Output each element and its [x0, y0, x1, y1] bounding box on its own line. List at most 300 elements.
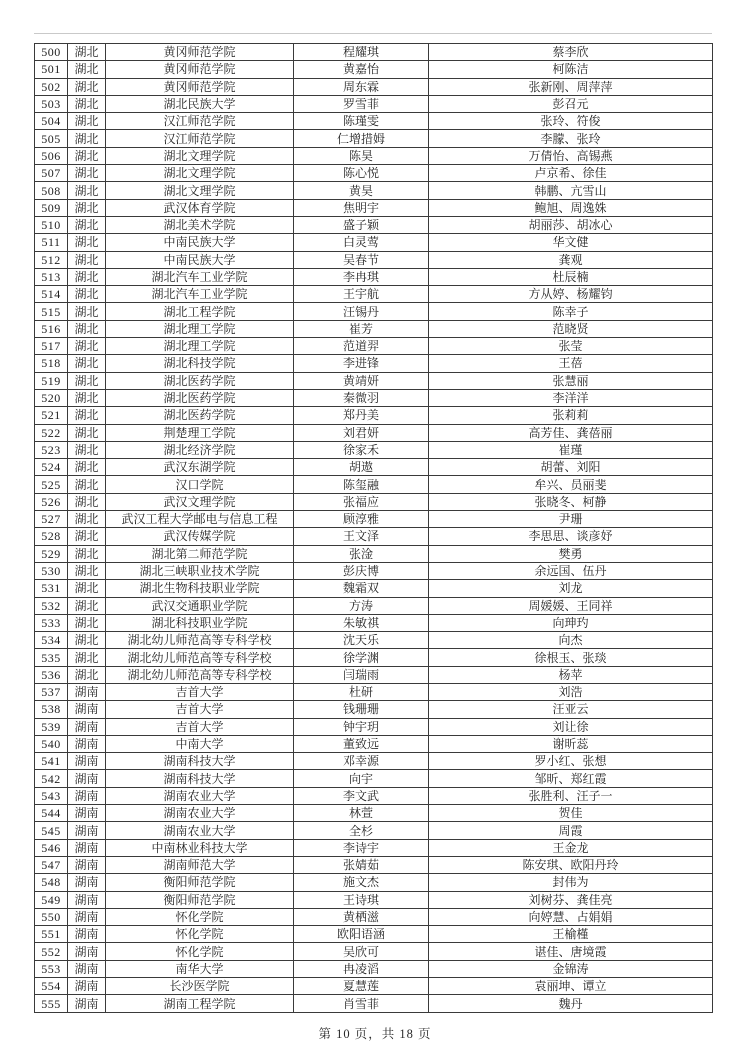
table-row: [35, 856, 713, 873]
province-cell: 湖北: [68, 632, 106, 649]
province-cell: 湖南: [68, 943, 106, 960]
tutor-names-cell: 邹昕、郑红霞: [429, 770, 713, 787]
tutor-names-cell: 张莉莉: [429, 407, 713, 424]
table-row: [35, 320, 713, 337]
student-name-cell: 罗雪菲: [294, 95, 429, 112]
student-name-cell: 陈昊: [294, 147, 429, 164]
table-row: [35, 614, 713, 631]
university-cell: 武汉传媒学院: [106, 528, 294, 545]
province-cell: 湖北: [68, 528, 106, 545]
row-number-cell: 513: [35, 268, 68, 285]
student-name-cell: 黄嘉怡: [294, 61, 429, 78]
table-row: [35, 61, 713, 78]
student-name-cell: 张淦: [294, 545, 429, 562]
university-cell: 吉首大学: [106, 718, 294, 735]
table-row: [35, 389, 713, 406]
row-number-cell: 516: [35, 320, 68, 337]
student-name-cell: 向宇: [294, 770, 429, 787]
student-roster-table: [34, 43, 713, 1013]
table-row: [35, 199, 713, 216]
tutor-names-cell: 向珅玓: [429, 614, 713, 631]
province-cell: 湖北: [68, 61, 106, 78]
tutor-names-cell: 刘树芬、龚佳亮: [429, 891, 713, 908]
row-number-cell: 506: [35, 147, 68, 164]
student-name-cell: 陈心悦: [294, 165, 429, 182]
student-name-cell: 焦明宇: [294, 199, 429, 216]
row-number-cell: 503: [35, 95, 68, 112]
row-number-cell: 510: [35, 216, 68, 233]
row-number-cell: 528: [35, 528, 68, 545]
province-cell: 湖北: [68, 165, 106, 182]
student-name-cell: 彭庆博: [294, 562, 429, 579]
university-cell: 湖南科技大学: [106, 770, 294, 787]
row-number-cell: 547: [35, 856, 68, 873]
row-number-cell: 542: [35, 770, 68, 787]
student-name-cell: 仁增措姆: [294, 130, 429, 147]
student-name-cell: 白灵莺: [294, 234, 429, 251]
row-number-cell: 521: [35, 407, 68, 424]
row-number-cell: 531: [35, 580, 68, 597]
province-cell: 湖南: [68, 753, 106, 770]
student-name-cell: 汪锡丹: [294, 303, 429, 320]
province-cell: 湖南: [68, 908, 106, 925]
province-cell: 湖北: [68, 216, 106, 233]
row-number-cell: 555: [35, 995, 68, 1013]
student-name-cell: 冉凌滔: [294, 960, 429, 977]
tutor-names-cell: 彭召元: [429, 95, 713, 112]
row-number-cell: 524: [35, 459, 68, 476]
province-cell: 湖北: [68, 182, 106, 199]
university-cell: 汉江师范学院: [106, 113, 294, 130]
student-name-cell: 朱敏祺: [294, 614, 429, 631]
table-row: [35, 251, 713, 268]
university-cell: 湖北医药学院: [106, 389, 294, 406]
university-cell: 中南民族大学: [106, 251, 294, 268]
university-cell: 武汉东湖学院: [106, 459, 294, 476]
province-cell: 湖南: [68, 683, 106, 700]
row-number-cell: 512: [35, 251, 68, 268]
row-number-cell: 536: [35, 666, 68, 683]
student-name-cell: 张婧茹: [294, 856, 429, 873]
university-cell: 湖北生物科技职业学院: [106, 580, 294, 597]
row-number-cell: 545: [35, 822, 68, 839]
table-row: [35, 666, 713, 683]
table-row: [35, 718, 713, 735]
tutor-names-cell: 封伟为: [429, 874, 713, 891]
student-name-cell: 董致远: [294, 735, 429, 752]
university-cell: 湖北第二师范学院: [106, 545, 294, 562]
table-row: [35, 234, 713, 251]
university-cell: 湖南工程学院: [106, 995, 294, 1013]
table-row: [35, 908, 713, 925]
province-cell: 湖北: [68, 234, 106, 251]
table-row: [35, 493, 713, 510]
province-cell: 湖南: [68, 805, 106, 822]
table-row: [35, 44, 713, 61]
province-cell: 湖北: [68, 320, 106, 337]
student-name-cell: 李进锋: [294, 355, 429, 372]
row-number-cell: 514: [35, 286, 68, 303]
tutor-names-cell: 尹珊: [429, 511, 713, 528]
table-row: [35, 286, 713, 303]
student-name-cell: 施文杰: [294, 874, 429, 891]
university-cell: 吉首大学: [106, 701, 294, 718]
student-name-cell: 程耀琪: [294, 44, 429, 61]
student-name-cell: 邓幸源: [294, 753, 429, 770]
university-cell: 汉口学院: [106, 476, 294, 493]
province-cell: 湖南: [68, 839, 106, 856]
university-cell: 黄冈师范学院: [106, 78, 294, 95]
province-cell: 湖南: [68, 770, 106, 787]
row-number-cell: 515: [35, 303, 68, 320]
row-number-cell: 535: [35, 649, 68, 666]
table-row: [35, 960, 713, 977]
row-number-cell: 541: [35, 753, 68, 770]
table-row: [35, 995, 713, 1013]
university-cell: 湖北科技学院: [106, 355, 294, 372]
province-cell: 湖北: [68, 286, 106, 303]
student-name-cell: 李诗宇: [294, 839, 429, 856]
student-name-cell: 吴欣可: [294, 943, 429, 960]
tutor-names-cell: 张胜利、汪子一: [429, 787, 713, 804]
table-row: [35, 839, 713, 856]
province-cell: 湖北: [68, 476, 106, 493]
table-row: [35, 545, 713, 562]
row-number-cell: 551: [35, 926, 68, 943]
province-cell: 湖南: [68, 995, 106, 1013]
row-number-cell: 529: [35, 545, 68, 562]
tutor-names-cell: 汪亚云: [429, 701, 713, 718]
province-cell: 湖北: [68, 580, 106, 597]
student-name-cell: 方涛: [294, 597, 429, 614]
table-row: [35, 787, 713, 804]
tutor-names-cell: 高芳佳、龚蓓丽: [429, 424, 713, 441]
tutor-names-cell: 方从婷、杨耀钧: [429, 286, 713, 303]
university-cell: 怀化学院: [106, 908, 294, 925]
student-name-cell: 李冉琪: [294, 268, 429, 285]
tutor-names-cell: 罗小红、张想: [429, 753, 713, 770]
tutor-names-cell: 范晓贤: [429, 320, 713, 337]
table-row: [35, 683, 713, 700]
university-cell: 湖南农业大学: [106, 822, 294, 839]
tutor-names-cell: 李思思、谈彦妤: [429, 528, 713, 545]
university-cell: 中南大学: [106, 735, 294, 752]
tutor-names-cell: 樊勇: [429, 545, 713, 562]
table-row: [35, 338, 713, 355]
row-number-cell: 552: [35, 943, 68, 960]
tutor-names-cell: 王榆槿: [429, 926, 713, 943]
university-cell: 黄冈师范学院: [106, 44, 294, 61]
tutor-names-cell: 杨苹: [429, 666, 713, 683]
university-cell: 湖北文理学院: [106, 147, 294, 164]
tutor-names-cell: 谌佳、唐境霞: [429, 943, 713, 960]
row-number-cell: 549: [35, 891, 68, 908]
university-cell: 湖北医药学院: [106, 407, 294, 424]
student-name-cell: 周东霖: [294, 78, 429, 95]
student-name-cell: 刘君妍: [294, 424, 429, 441]
row-number-cell: 534: [35, 632, 68, 649]
province-cell: 湖北: [68, 649, 106, 666]
university-cell: 荆楚理工学院: [106, 424, 294, 441]
university-cell: 中南民族大学: [106, 234, 294, 251]
university-cell: 怀化学院: [106, 943, 294, 960]
university-cell: 衡阳师范学院: [106, 874, 294, 891]
table-row: [35, 78, 713, 95]
university-cell: 湖北理工学院: [106, 320, 294, 337]
row-number-cell: 525: [35, 476, 68, 493]
student-name-cell: 全杉: [294, 822, 429, 839]
table-row: [35, 943, 713, 960]
table-row: [35, 632, 713, 649]
tutor-names-cell: 卢京希、徐佳: [429, 165, 713, 182]
tutor-names-cell: 张玲、符俊: [429, 113, 713, 130]
university-cell: 湖北民族大学: [106, 95, 294, 112]
university-cell: 武汉文理学院: [106, 493, 294, 510]
university-cell: 湖北幼儿师范高等专科学校: [106, 632, 294, 649]
row-number-cell: 518: [35, 355, 68, 372]
province-cell: 湖北: [68, 338, 106, 355]
tutor-names-cell: 王金龙: [429, 839, 713, 856]
student-name-cell: 钱珊珊: [294, 701, 429, 718]
student-name-cell: 杜研: [294, 683, 429, 700]
tutor-names-cell: 柯陈洁: [429, 61, 713, 78]
university-cell: 湖北科技职业学院: [106, 614, 294, 631]
province-cell: 湖南: [68, 735, 106, 752]
table-row: [35, 511, 713, 528]
row-number-cell: 502: [35, 78, 68, 95]
tutor-names-cell: 周霞: [429, 822, 713, 839]
student-name-cell: 欧阳语涵: [294, 926, 429, 943]
province-cell: 湖北: [68, 44, 106, 61]
table-row: [35, 805, 713, 822]
province-cell: 湖北: [68, 113, 106, 130]
province-cell: 湖南: [68, 891, 106, 908]
province-cell: 湖北: [68, 95, 106, 112]
student-name-cell: 徐学渊: [294, 649, 429, 666]
student-name-cell: 王文泽: [294, 528, 429, 545]
university-cell: 武汉工程大学邮电与信息工程: [106, 511, 294, 528]
tutor-names-cell: 王蓓: [429, 355, 713, 372]
province-cell: 湖北: [68, 389, 106, 406]
tutor-names-cell: 牟兴、员丽斐: [429, 476, 713, 493]
province-cell: 湖南: [68, 718, 106, 735]
table-row: [35, 874, 713, 891]
student-name-cell: 闫瑞雨: [294, 666, 429, 683]
table-row: [35, 528, 713, 545]
student-name-cell: 张福应: [294, 493, 429, 510]
province-cell: 湖北: [68, 268, 106, 285]
table-row: [35, 130, 713, 147]
university-cell: 湖北工程学院: [106, 303, 294, 320]
tutor-names-cell: 余远国、伍丹: [429, 562, 713, 579]
row-number-cell: 501: [35, 61, 68, 78]
province-cell: 湖南: [68, 978, 106, 995]
university-cell: 汉江师范学院: [106, 130, 294, 147]
province-cell: 湖北: [68, 78, 106, 95]
province-cell: 湖北: [68, 130, 106, 147]
table-row: [35, 476, 713, 493]
student-name-cell: 沈天乐: [294, 632, 429, 649]
table-row: [35, 147, 713, 164]
row-number-cell: 508: [35, 182, 68, 199]
university-cell: 湖北三峡职业技术学院: [106, 562, 294, 579]
student-name-cell: 黄靖妍: [294, 372, 429, 389]
tutor-names-cell: 金锦涛: [429, 960, 713, 977]
table-row: [35, 441, 713, 458]
tutor-names-cell: 陈安琪、欧阳丹玲: [429, 856, 713, 873]
tutor-names-cell: 胡丽莎、胡冰心: [429, 216, 713, 233]
tutor-names-cell: 张新刚、周萍萍: [429, 78, 713, 95]
tutor-names-cell: 张莹: [429, 338, 713, 355]
university-cell: 湖南农业大学: [106, 787, 294, 804]
row-number-cell: 553: [35, 960, 68, 977]
row-number-cell: 500: [35, 44, 68, 61]
student-name-cell: 郑丹美: [294, 407, 429, 424]
province-cell: 湖北: [68, 441, 106, 458]
table-row: [35, 926, 713, 943]
page-number-footer: 第 10 页，共 18 页: [318, 1027, 432, 1041]
university-cell: 湖北文理学院: [106, 182, 294, 199]
table-row: [35, 407, 713, 424]
row-number-cell: 548: [35, 874, 68, 891]
table-row: [35, 113, 713, 130]
table-row: [35, 580, 713, 597]
province-cell: 湖北: [68, 147, 106, 164]
province-cell: 湖北: [68, 614, 106, 631]
student-name-cell: 夏慧莲: [294, 978, 429, 995]
tutor-names-cell: 蔡李欣: [429, 44, 713, 61]
table-row: [35, 649, 713, 666]
row-number-cell: 517: [35, 338, 68, 355]
row-number-cell: 511: [35, 234, 68, 251]
tutor-names-cell: 周媛媛、王同祥: [429, 597, 713, 614]
province-cell: 湖北: [68, 597, 106, 614]
province-cell: 湖北: [68, 511, 106, 528]
student-name-cell: 钟宇玥: [294, 718, 429, 735]
student-name-cell: 李文武: [294, 787, 429, 804]
university-cell: 湖北医药学院: [106, 372, 294, 389]
province-cell: 湖北: [68, 493, 106, 510]
row-number-cell: 544: [35, 805, 68, 822]
row-number-cell: 539: [35, 718, 68, 735]
table-row: [35, 735, 713, 752]
province-cell: 湖北: [68, 251, 106, 268]
tutor-names-cell: 贺佳: [429, 805, 713, 822]
university-cell: 湖北经济学院: [106, 441, 294, 458]
row-number-cell: 532: [35, 597, 68, 614]
province-cell: 湖南: [68, 960, 106, 977]
province-cell: 湖南: [68, 787, 106, 804]
university-cell: 中南林业科技大学: [106, 839, 294, 856]
table-row: [35, 303, 713, 320]
student-name-cell: 崔芳: [294, 320, 429, 337]
student-name-cell: 王诗琪: [294, 891, 429, 908]
row-number-cell: 546: [35, 839, 68, 856]
tutor-names-cell: 徐根玉、张琰: [429, 649, 713, 666]
row-number-cell: 530: [35, 562, 68, 579]
table-row: [35, 182, 713, 199]
tutor-names-cell: 刘让徐: [429, 718, 713, 735]
university-cell: 湖北幼儿师范高等专科学校: [106, 649, 294, 666]
row-number-cell: 519: [35, 372, 68, 389]
province-cell: 湖南: [68, 874, 106, 891]
row-number-cell: 523: [35, 441, 68, 458]
tutor-names-cell: 崔瑾: [429, 441, 713, 458]
student-name-cell: 王宇航: [294, 286, 429, 303]
row-number-cell: 540: [35, 735, 68, 752]
university-cell: 衡阳师范学院: [106, 891, 294, 908]
tutor-names-cell: 袁丽坤、谭立: [429, 978, 713, 995]
tutor-names-cell: 向杰: [429, 632, 713, 649]
tutor-names-cell: 李朦、张玲: [429, 130, 713, 147]
university-cell: 湖北幼儿师范高等专科学校: [106, 666, 294, 683]
university-cell: 长沙医学院: [106, 978, 294, 995]
table-row: [35, 95, 713, 112]
table-row: [35, 562, 713, 579]
row-number-cell: 538: [35, 701, 68, 718]
student-name-cell: 顾淳雅: [294, 511, 429, 528]
province-cell: 湖北: [68, 562, 106, 579]
tutor-names-cell: 向婷慧、占娟娟: [429, 908, 713, 925]
university-cell: 武汉交通职业学院: [106, 597, 294, 614]
province-cell: 湖南: [68, 822, 106, 839]
table-row: [35, 165, 713, 182]
university-cell: 吉首大学: [106, 683, 294, 700]
student-name-cell: 盛子颖: [294, 216, 429, 233]
university-cell: 湖南科技大学: [106, 753, 294, 770]
university-cell: 湖北理工学院: [106, 338, 294, 355]
student-name-cell: 吴春节: [294, 251, 429, 268]
row-number-cell: 526: [35, 493, 68, 510]
row-number-cell: 527: [35, 511, 68, 528]
university-cell: 湖南师范大学: [106, 856, 294, 873]
row-number-cell: 537: [35, 683, 68, 700]
student-name-cell: 陈玺融: [294, 476, 429, 493]
tutor-names-cell: 鲍旭、周逸姝: [429, 199, 713, 216]
student-name-cell: 陈瑾雯: [294, 113, 429, 130]
table-row: [35, 770, 713, 787]
tutor-names-cell: 韩鹏、亢雪山: [429, 182, 713, 199]
province-cell: 湖北: [68, 459, 106, 476]
row-number-cell: 554: [35, 978, 68, 995]
university-cell: 武汉体育学院: [106, 199, 294, 216]
table-row: [35, 355, 713, 372]
table-row: [35, 701, 713, 718]
tutor-names-cell: 刘浩: [429, 683, 713, 700]
row-number-cell: 520: [35, 389, 68, 406]
student-name-cell: 秦微羽: [294, 389, 429, 406]
tutor-names-cell: 杜辰楠: [429, 268, 713, 285]
tutor-names-cell: 李洋洋: [429, 389, 713, 406]
student-name-cell: 胡遨: [294, 459, 429, 476]
university-cell: 湖北文理学院: [106, 165, 294, 182]
province-cell: 湖北: [68, 372, 106, 389]
table-row: [35, 753, 713, 770]
row-number-cell: 509: [35, 199, 68, 216]
tutor-names-cell: 谢昕蕊: [429, 735, 713, 752]
page-break-line: [34, 33, 712, 34]
university-cell: 湖南农业大学: [106, 805, 294, 822]
university-cell: 湖北汽车工业学院: [106, 286, 294, 303]
province-cell: 湖北: [68, 303, 106, 320]
province-cell: 湖南: [68, 926, 106, 943]
row-number-cell: 504: [35, 113, 68, 130]
tutor-names-cell: 华文健: [429, 234, 713, 251]
row-number-cell: 505: [35, 130, 68, 147]
table-row: [35, 891, 713, 908]
tutor-names-cell: 龚观: [429, 251, 713, 268]
tutor-names-cell: 陈幸子: [429, 303, 713, 320]
